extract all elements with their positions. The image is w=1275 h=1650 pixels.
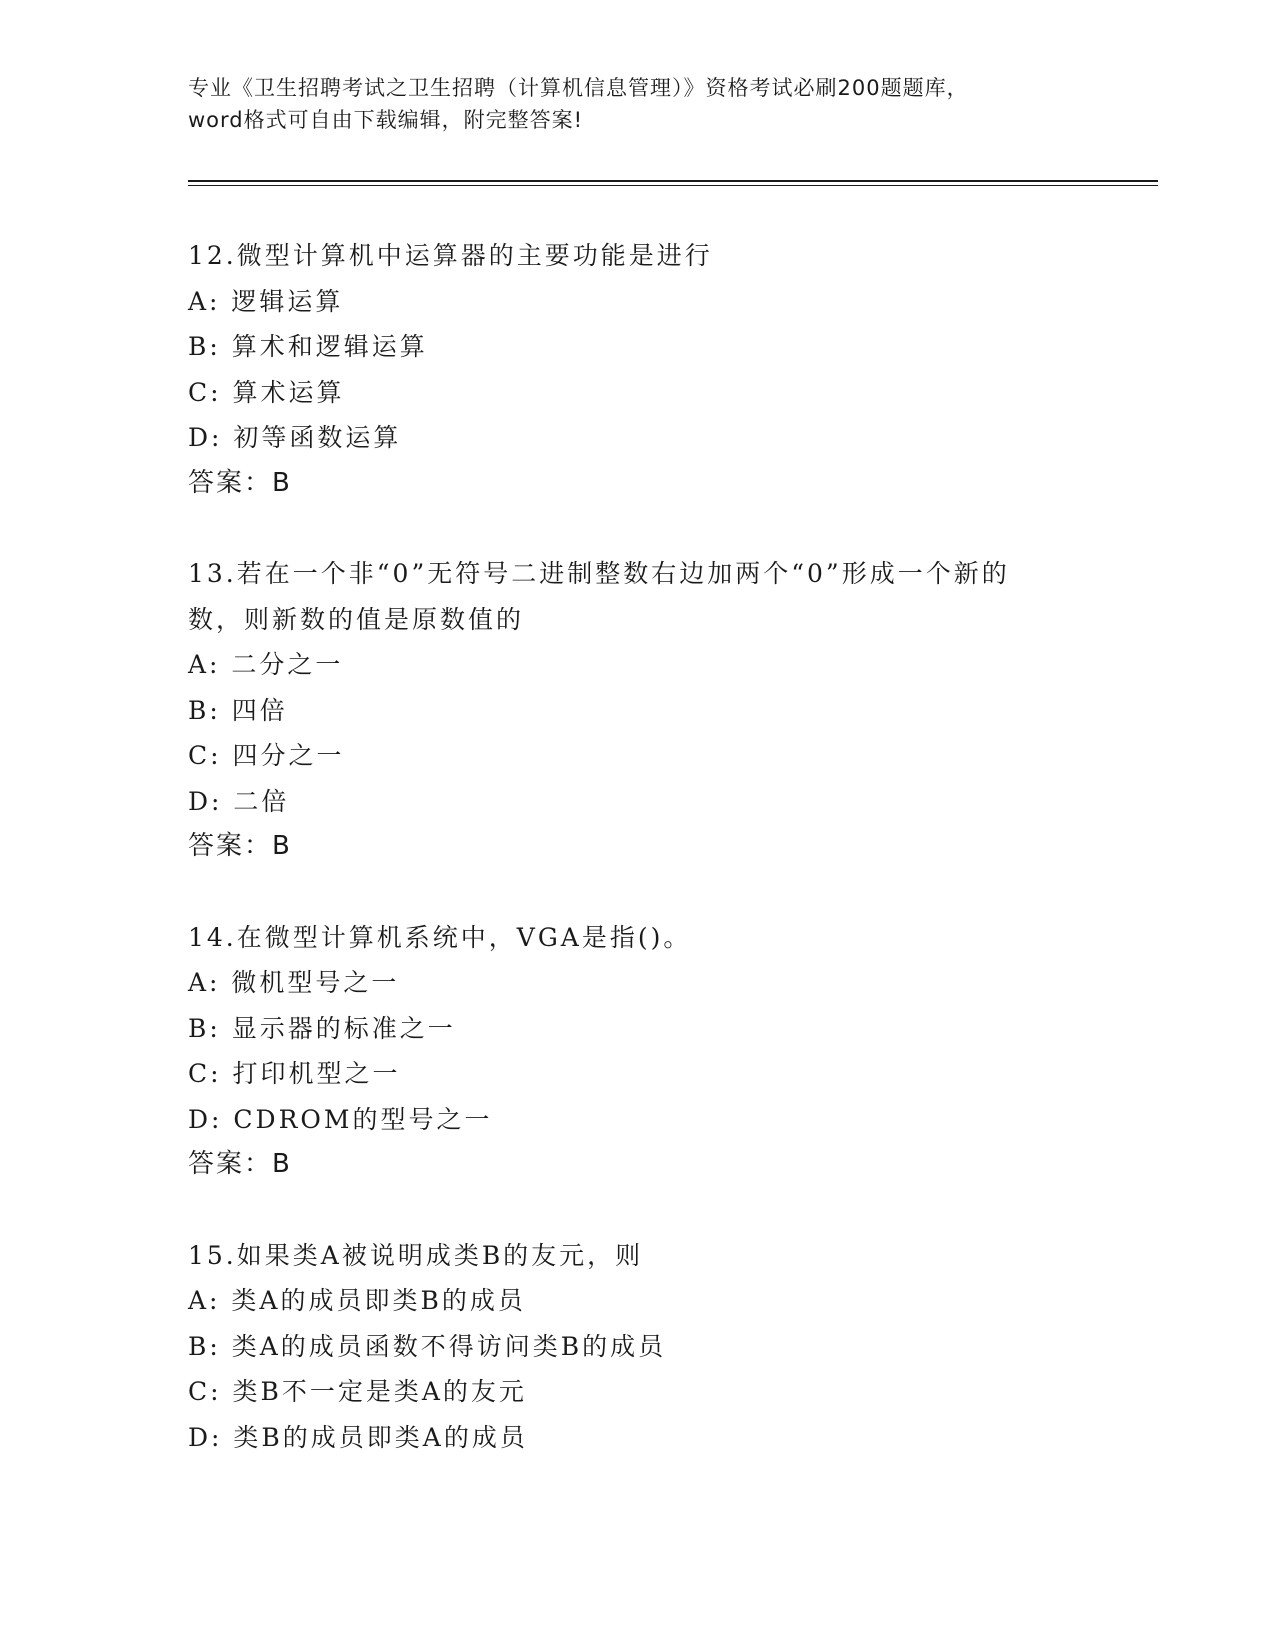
answer-line: 答案：B [188, 1149, 292, 1179]
option-a: A: 微机型号之一 [188, 968, 400, 997]
option-b: B: 类A的成员函数不得访问类B的成员 [188, 1331, 667, 1361]
question-stem: 13.若在一个非“0”无符号二进制整数右边加两个“0”形成一个新的 [188, 559, 1010, 588]
answer-line: 答案：B [188, 467, 292, 498]
answer-line: 答案：B [188, 831, 292, 861]
question-stem-continued: 数，则新数的值是原数值的 [188, 604, 525, 634]
option-c: C: 打印机型之一 [188, 1059, 401, 1088]
question-15 [188, 1233, 1088, 1461]
question-stem: 15.如果类A被说明成类B的友元，则 [188, 1240, 644, 1270]
option-b: B: 显示器的标准之一 [188, 1013, 456, 1043]
option-d: D: CDROM的型号之一 [188, 1104, 493, 1134]
option-b: B: 算术和逻辑运算 [188, 332, 428, 361]
option-c: C: 类B不一定是类A的友元 [188, 1377, 527, 1406]
question-12 [188, 233, 1088, 506]
question-14 [188, 915, 1088, 1188]
option-d: D: 二倍 [188, 786, 290, 816]
option-c: C: 算术运算 [188, 377, 345, 407]
question-13 [188, 551, 1088, 870]
document-header [188, 72, 1088, 136]
option-a: A: 类A的成员即类B的成员 [188, 1286, 526, 1315]
option-a: A: 二分之一 [188, 650, 344, 679]
option-d: D: 类B的成员即类A的成员 [188, 1422, 528, 1452]
header-line-1: 专业《卫生招聘考试之卫生招聘（计算机信息管理）》资格考试必刷200题题库， [188, 76, 969, 100]
header-divider-thin [188, 185, 1158, 186]
header-line-2: word格式可自由下载编辑，附完整答案! [188, 108, 584, 132]
question-list [188, 233, 1088, 1505]
option-c: C: 四分之一 [188, 741, 345, 770]
header-divider-thick [188, 180, 1158, 182]
question-stem: 14.在微型计算机系统中，VGA是指()。 [188, 922, 692, 952]
option-a: A: 逻辑运算 [188, 286, 344, 316]
option-d: D: 初等函数运算 [188, 423, 402, 452]
question-stem: 12.微型计算机中运算器的主要功能是进行 [188, 241, 713, 270]
option-b: B: 四倍 [188, 695, 288, 725]
